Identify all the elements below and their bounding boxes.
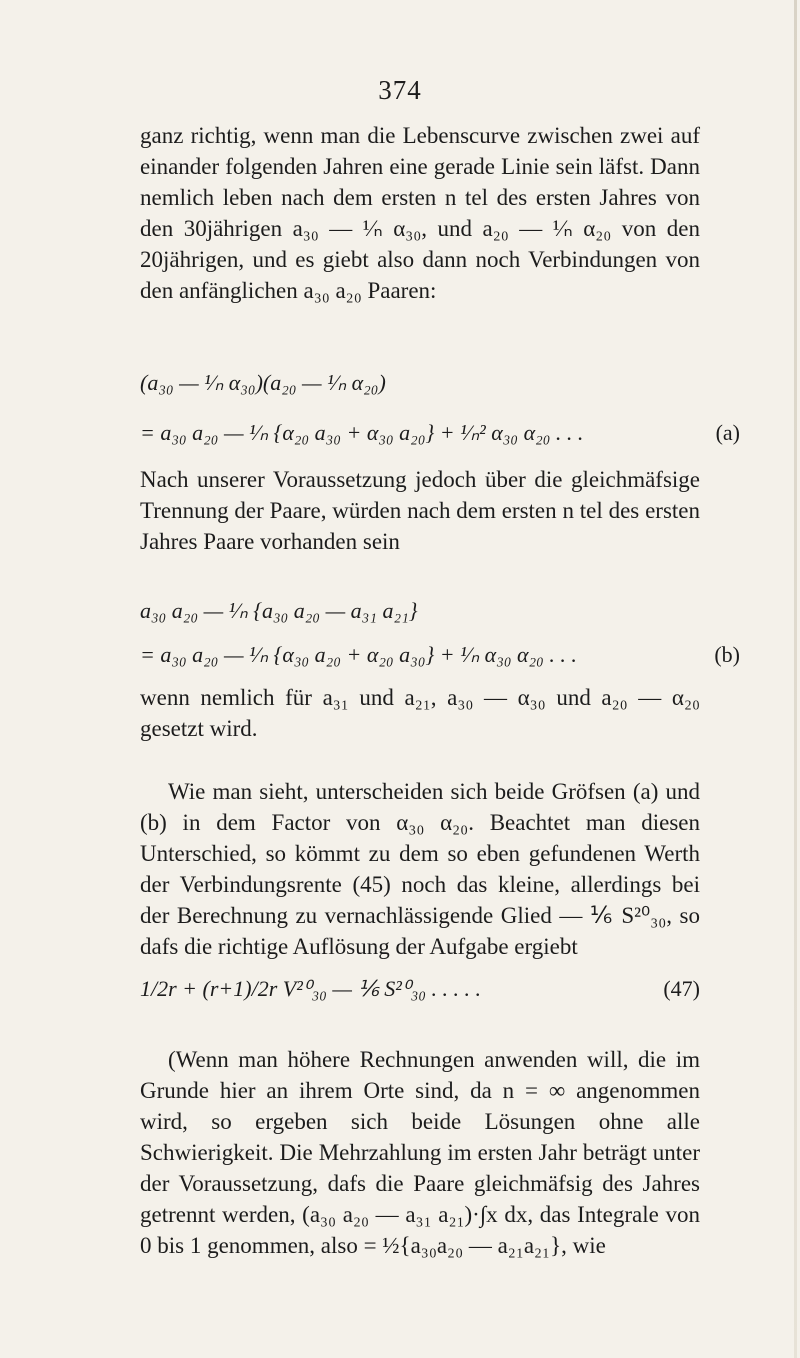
equation-b-body: = a₃₀ a₂₀ — ¹⁄ₙ {α₃₀ a₂₀ + α₂₀ a₃₀} + ¹⁄ₙ α₃₀ α₂₀ . . .	[140, 642, 577, 667]
equation-b-line-2	[140, 640, 740, 670]
equation-47-body: 1/2r + (r+1)/2r V²⁰₃₀ — ⅙ S²⁰₃₀ . . . . .	[140, 976, 481, 1001]
equation-a-label: (a)	[715, 420, 740, 445]
paragraph-2: Nach unserer Voraussetzung jedoch über die gleichmäfsige Trennung der Paare, würden nach dem ersten n tel des ersten Jahres Paare vorhanden sein	[140, 467, 700, 554]
page-number: 374	[378, 75, 422, 105]
equation-a-line-2	[140, 418, 740, 448]
paragraph-4: Wie man sieht, unterscheiden sich beide Gröfsen (a) und (b) in dem Factor von α₃₀ α₂₀. Beachtet man diesen Unterschied, so kömmt zu dem so eben gefundenen Werth der Verbindungsrente (45) noch das kleine, allerdings bei der Berechnung zu vernachlässigende Glied — ⅙ S²⁰₃₀, so dafs die richtige Auflösung der Aufgabe ergiebt	[140, 779, 700, 959]
equation-47	[140, 974, 700, 1004]
equation-a-body: = a₃₀ a₂₀ — ¹⁄ₙ {α₂₀ a₃₀ + α₃₀ a₂₀} + ¹⁄ₙ² α₃₀ α₂₀ . . .	[140, 420, 584, 445]
equation-b-line-1: a₃₀ a₂₀ — ¹⁄ₙ {a₃₀ a₂₀ — a₃₁ a₂₁}	[140, 598, 418, 623]
equation-47-label: (47)	[663, 976, 700, 1001]
equation-a-line-1: (a₃₀ — ¹⁄ₙ α₃₀)(a₂₀ — ¹⁄ₙ α₂₀)	[140, 370, 386, 395]
equation-b-label: (b)	[714, 642, 740, 667]
page-edge	[794, 0, 797, 1358]
paragraph-1: ganz richtig, wenn man die Lebenscurve zwischen zwei auf einander folgenden Jahren eine gerade Linie sein läfst. Dann nemlich leben nach dem ersten n tel des ersten Jahres von den 30jährigen a₃₀ — ¹⁄ₙ α₃₀, und a₂₀ — ¹⁄ₙ α₂₀ von den 20jährigen, und es giebt also dann noch Verbindungen von den anfänglichen a₃₀ a₂₀ Paaren:	[140, 123, 700, 303]
paragraph-3: wenn nemlich für a₃₁ und a₂₁, a₃₀ — α₃₀ und a₂₀ — α₂₀ gesetzt wird.	[140, 685, 700, 741]
paragraph-5: (Wenn man höhere Rechnungen anwenden will, die im Grunde hier an ihrem Orte sind, da n = ∞ angenommen wird, so ergeben sich beide Lösungen ohne alle Schwierigkeit. Die Mehrzahlung im ersten Jahr beträgt unter der Voraussetzung, dafs die Paare gleichmäfsig des Jahres getrennt werden, (a₃₀ a₂₀ — a₃₁ a₂₁)·∫x dx, das Integrale von 0 bis 1 genommen, also = ½{a₃₀a₂₀ — a₂₁a₂₁}, wie	[140, 1047, 700, 1258]
